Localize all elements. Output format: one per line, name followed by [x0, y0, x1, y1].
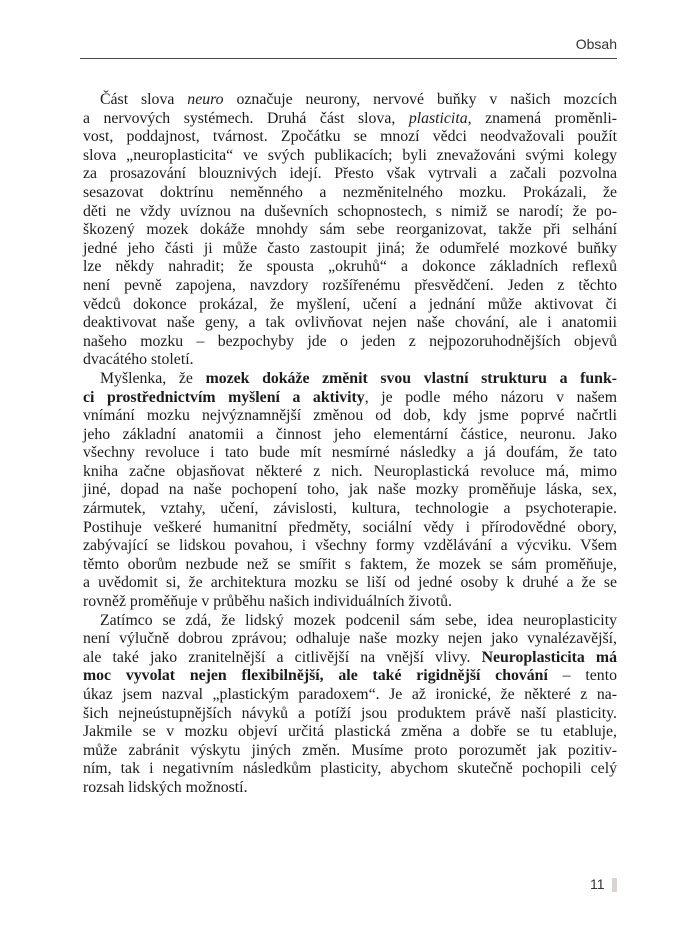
page-marker-bar — [612, 878, 617, 892]
text-line: zabývající se lidskou povahou, i všechny formy vzdělávání a výcviku. Všem — [83, 537, 617, 555]
text-line — [83, 110, 617, 129]
text-line: Postihuje veškeré humanitní předměty, sociální vědy i přírodovědné obory, — [83, 518, 617, 536]
text-line: a uvědomit si, že architektura mozku se liší od jedné osoby k druhé a že se — [83, 574, 617, 592]
text-line — [83, 91, 617, 110]
paragraph — [83, 612, 617, 798]
paragraph — [83, 370, 617, 612]
text-run: znamená proměnli- — [471, 109, 617, 127]
text-run: Část slova — [100, 91, 188, 108]
paragraph — [83, 91, 617, 370]
page-number: 11 — [590, 876, 605, 892]
running-header — [80, 36, 617, 59]
text-run: – tento — [547, 667, 617, 685]
text-line: slova „neuroplasticita“ ve svých publikacích; byli znevažováni svými kolegy — [83, 146, 617, 164]
text-line — [83, 370, 617, 389]
text-line: šich nejneústupnějších návyků a potíží jsou produktem právě naší plasticity. — [83, 704, 617, 722]
text-run: Myšlenka, že — [100, 369, 206, 387]
italic-text: neuro — [187, 91, 224, 108]
text-line: těmto oborům nezbude než se smířit s faktem, že mozek se sám proměňuje, — [83, 555, 617, 573]
text-run: ale také jako zranitelnější a citlivější na vnější vlivy. — [83, 648, 482, 666]
text-line: zármutek, vztahy, učení, závislosti, kultura, technologie a psychoterapie. — [83, 500, 617, 518]
text-line: není pevně zapojena, navzdory rozšířenému přesvědčení. Jeden z těchto — [83, 276, 617, 294]
text-line: škozený mozek dokáže mnohdy sám sebe reorganizovat, takže při selhání — [83, 221, 617, 239]
text-line: lze někdy nahradit; že spousta „okruhů“ a dokonce základních reflexů — [83, 258, 617, 276]
text-line: děti ne vždy uvíznou na duševních schopnostech, s nimiž se narodí; že po- — [83, 202, 617, 220]
text-line — [83, 649, 617, 668]
text-line: všechny revoluce i tato bude mít nesmírné následky a já doufám, že tato — [83, 444, 617, 462]
text-line: Jakmile se v mozku objeví určitá plastická změna a dobře se tu etabluje, — [83, 723, 617, 741]
bold-text: ci prostřednictvím myšlení a aktivity — [83, 388, 365, 406]
text-line: není výlučně dobrou zprávou; odhaluje naše mozky nejen jako vynalézavější, — [83, 630, 617, 648]
text-line: vost, poddajnost, tvárnost. Zpočátku se mnozí vědci neodvažovali použít — [83, 128, 617, 146]
text-line: kniha začne objasňovat některé z nich. Neuroplastická revoluce má, mimo — [83, 462, 617, 480]
text-line: za prosazování blouznivých idejí. Přesto však vytrvali a začali pozvolna — [83, 165, 617, 183]
text-line: sesazovat doktrínu neměnného a nezměnitelného mozku. Prokázali, že — [83, 183, 617, 201]
text-line: Zatímco se zdá, že lidský mozek podcenil sám sebe, idea neuroplasticity — [100, 611, 617, 629]
text-run: a nervových systémech. Druhá část slova, — [83, 109, 409, 127]
header-title: Obsah — [575, 36, 617, 52]
text-run: , je podle mého názoru v našem — [364, 388, 617, 406]
italic-text: plasticita, — [408, 109, 472, 127]
bold-text: mozek dokáže změnit svou vlastní strukturu a funk- — [205, 369, 618, 387]
text-line: jeho základní anatomii a činnost jeho elementární částice, neuronu. Jako — [83, 425, 617, 443]
text-line: rozsah lidských možností. — [83, 778, 248, 796]
text-line: dvacátého století. — [83, 351, 194, 369]
text-line — [83, 389, 617, 408]
text-line: našeho mozku – bezpochyby jde o jeden z nejpozoruhodnějších objevů — [83, 332, 617, 350]
text-line: vnímání mozku nejvýznamnější změnou od dob, kdy jsme poprvé načrtli — [83, 407, 617, 425]
text-line: jiné, dopad na naše pochopení toho, jak naše mozky proměňuje láska, sex, — [83, 481, 617, 499]
bold-text: Neuroplasticita má — [481, 648, 617, 666]
text-run: označuje neurony, nervové buňky v našich mozcích — [223, 91, 618, 108]
body-text — [83, 91, 617, 798]
text-line: jedné jeho části ji může často zastoupit jiná; že odumřelé mozkové buňky — [83, 239, 617, 257]
text-line: deaktivovat naše geny, a tak ovlivňovat nejen naše chování, ale i anatomii — [83, 314, 617, 332]
text-line: úkaz jsem nazval „plastickým paradoxem“. Je až ironické, že některé z na- — [83, 686, 617, 703]
bold-text: moc vyvolat nejen flexibilnější, ale také rigidnější chování — [83, 667, 548, 685]
text-line: může zabránit výskytu jiných změn. Musíme proto porozumět jak pozitiv- — [83, 741, 617, 759]
text-line: vědců dokonce prokázal, že myšlení, učení a jednání může aktivovat či — [83, 295, 617, 313]
text-line: rovněž proměňuje v průběhu našich individuálních životů. — [83, 593, 452, 611]
text-line: ním, tak i negativním následkům plasticity, abychom skutečně pochopili celý — [83, 760, 617, 778]
text-line — [83, 667, 617, 686]
